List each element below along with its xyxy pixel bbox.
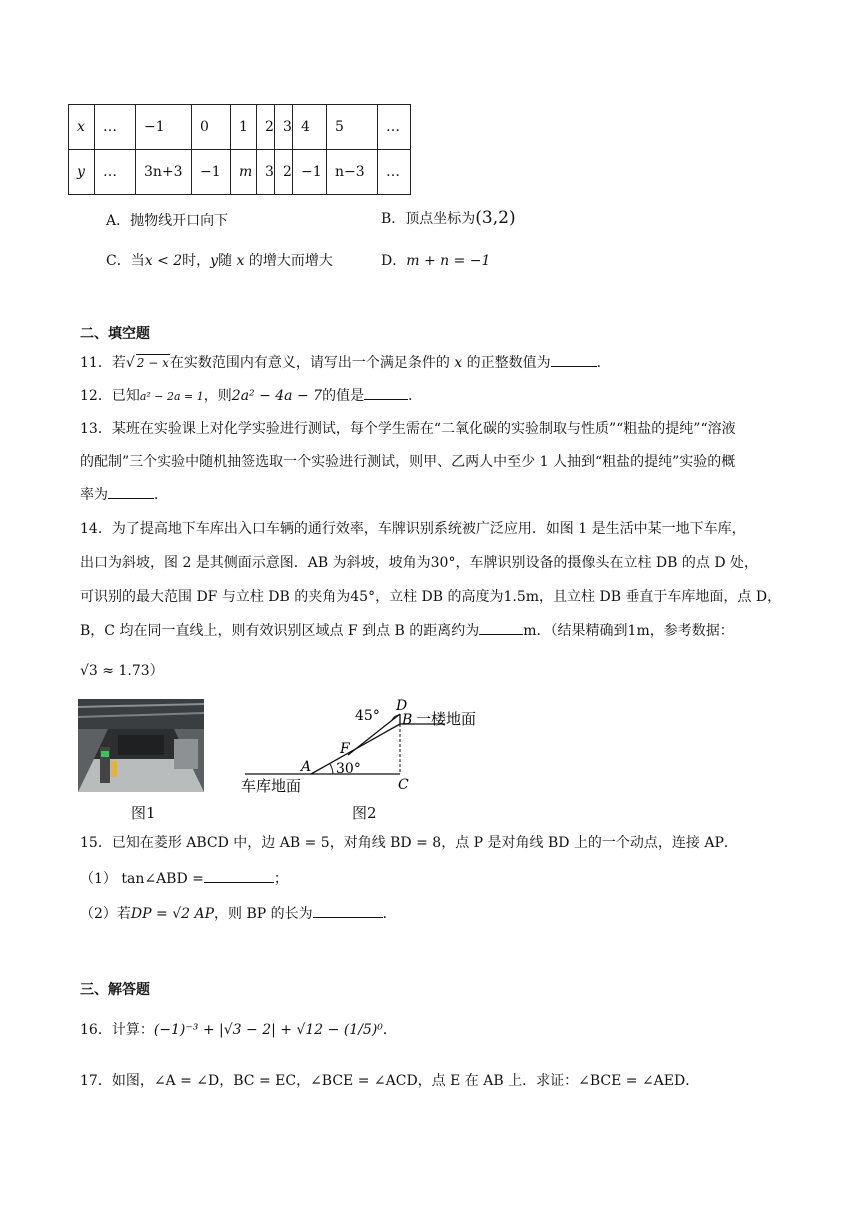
table-cell: 3 xyxy=(275,105,293,150)
q12-post: 的值是 xyxy=(322,388,365,404)
question-13-line-2: 的配制”三个实验中随机抽签选取一个实验进行测试，则甲、乙两人中至少 1 人抽到“粗盐的提纯”实验的概 xyxy=(80,454,736,470)
option-c-y: y xyxy=(210,253,219,269)
q12-condition: a² − 2a = 1 xyxy=(139,390,204,403)
q12-mid: ，则 xyxy=(203,388,232,404)
table-row-x xyxy=(69,105,411,150)
q16-pre: 16．计算： xyxy=(80,1022,154,1038)
option-c-math: x < 2 xyxy=(144,253,183,269)
option-c xyxy=(106,250,333,270)
answer-blank[interactable] xyxy=(364,385,408,400)
label-a: A xyxy=(301,759,312,775)
table-cell: … xyxy=(95,150,136,195)
garage-photo-drawing xyxy=(78,699,204,792)
question-14-line-3: 可识别的最大范围 DF 与立柱 DB 的夹角为45°，立柱 DB 的高度为1.5m，且立柱 DB 垂直于车库地面，点 D， xyxy=(80,589,782,605)
q12-pre: 12．已知 xyxy=(80,388,140,404)
question-16 xyxy=(80,1019,397,1041)
table-cell: 2 xyxy=(275,150,293,195)
option-a xyxy=(106,210,228,230)
q15-part2-math: DP = √2 AP xyxy=(130,906,215,922)
q15-part2-end: ． xyxy=(382,906,397,922)
question-15-part-2 xyxy=(80,903,397,925)
table-cell: … xyxy=(378,150,411,195)
q15-part2-mid: ，则 BP 的长为 xyxy=(214,906,313,922)
table-cell: −1 xyxy=(293,150,327,195)
table-cell: … xyxy=(95,105,136,150)
q11-pre: 11．若 xyxy=(80,355,126,371)
q14-line4: B，C 均在同一直线上，则有效识别区域点 F 到点 B 的距离约为 xyxy=(80,623,480,639)
table-cell: n−3 xyxy=(327,150,378,195)
option-b-math: (3,2) xyxy=(475,208,516,228)
question-14-line-2: 出口为斜坡，图 2 是其侧面示意图．AB 为斜坡，坡角为30°，车牌识别设备的摄像头在立柱 DB 的点 D 处， xyxy=(80,555,759,571)
label-c: C xyxy=(398,777,409,793)
answer-blank[interactable] xyxy=(108,484,154,499)
answer-blank[interactable] xyxy=(313,903,383,918)
q11-post: 在实数范围内有意义，请写出一个满足条件的 xyxy=(169,355,450,371)
option-b-text: B．顶点坐标为 xyxy=(381,211,476,227)
label-angle-30: 30° xyxy=(336,761,361,777)
table-cell: 1 xyxy=(231,105,257,150)
table-cell: 4 xyxy=(293,105,327,150)
question-14-line-5: √3 ≈ 1.73） xyxy=(80,663,164,679)
label-d: D xyxy=(396,698,408,714)
q11-post2: 的正整数值为 xyxy=(466,355,551,371)
table-cell: m xyxy=(231,150,257,195)
q11-var: x xyxy=(454,355,463,371)
q16-expression: (−1)⁻³ + |√3 − 2| + √12 − (1/5)⁰ xyxy=(153,1022,383,1038)
section-title-solutions: 三、解答题 xyxy=(80,982,150,998)
answer-blank[interactable] xyxy=(204,868,274,883)
table-cell: 0 xyxy=(192,105,231,150)
table-cell: x xyxy=(69,105,95,150)
option-c-suffix: 时， xyxy=(182,253,211,269)
table-cell: 3n+3 xyxy=(136,150,192,195)
question-13-line-3 xyxy=(80,484,168,506)
table-row-y xyxy=(69,150,411,195)
table-cell: y xyxy=(69,150,95,195)
option-c-mid: 随 xyxy=(218,253,233,269)
question-15-part-1 xyxy=(80,868,288,890)
garage-exit-photo xyxy=(78,699,204,792)
option-b xyxy=(381,208,516,228)
label-f: F xyxy=(340,741,350,757)
label-angle-45: 45° xyxy=(355,708,380,724)
option-d-label: D． xyxy=(381,253,407,269)
section-title-fill-in: 二、填空题 xyxy=(80,326,150,342)
question-17: 17．如图，∠A = ∠D，BC = EC，∠BCE = ∠ACD，点 E 在 AB 上．求证：∠BCE = ∠AED． xyxy=(80,1073,700,1089)
question-14-line-4 xyxy=(80,620,734,642)
question-15-line-1: 15．已知在菱形 ABCD 中，边 AB = 5，对角线 BD = 8，点 P 是对角线 BD 上的一个动点，连接 AP． xyxy=(80,835,738,851)
option-c-prefix: C．当 xyxy=(106,253,145,269)
figure-1-label: 图1 xyxy=(131,804,156,822)
question-13-line-1: 13．某班在实验课上对化学实验进行测试，每个学生需在“二氧化碳的实验制取与性质”“粗盐的提纯”“溶液 xyxy=(80,421,736,437)
table-cell: 2 xyxy=(257,105,275,150)
table-cell: −1 xyxy=(136,105,192,150)
table-cell: −1 xyxy=(192,150,231,195)
label-b: B xyxy=(402,712,413,728)
slope-diagram xyxy=(235,692,495,797)
figure-2-label: 图2 xyxy=(352,804,377,822)
q13-end: ． xyxy=(154,487,168,503)
answer-blank[interactable] xyxy=(479,620,523,635)
option-d xyxy=(381,250,490,270)
option-c-x: x xyxy=(236,253,245,269)
angle-30-arc xyxy=(330,764,333,774)
table-cell: 3 xyxy=(257,150,275,195)
answer-blank[interactable] xyxy=(551,352,597,367)
q15-part1: （1） tan∠ABD = xyxy=(80,871,204,887)
option-a-text: A．抛物线开口向下 xyxy=(106,213,229,229)
question-12 xyxy=(80,385,422,408)
q11-end: ． xyxy=(596,355,611,371)
option-c-end: 的增大而增大 xyxy=(248,253,333,269)
q15-part1-end: ； xyxy=(273,871,288,887)
xy-value-table xyxy=(68,104,411,195)
q12-end: ． xyxy=(408,388,423,404)
table-cell: … xyxy=(378,105,411,150)
q13-line3: 率为 xyxy=(80,487,108,503)
label-garage-floor: 车库地面 xyxy=(241,777,302,795)
q11-radicand: 2 − x xyxy=(136,356,169,370)
question-11: 11．若√ 2 − x在实数范围内有意义，请写出一个满足条件的 x 的正整数值为 ． xyxy=(80,352,611,374)
q16-end: ． xyxy=(382,1022,397,1038)
option-d-math: m + n = −1 xyxy=(406,253,491,269)
table-cell: 5 xyxy=(327,105,378,150)
q12-expression: 2a² − 4a − 7 xyxy=(231,388,323,404)
question-14-line-1: 14．为了提高地下车库出入口车辆的通行效率，车牌识别系统被广泛应用．如图 1 是生活中某一地下车库， xyxy=(80,521,746,537)
q14-line4-end: m．（结果精确到1m，参考数据： xyxy=(523,623,734,639)
label-ground-floor: 一楼地面 xyxy=(416,710,477,728)
q15-part2-pre: （2）若 xyxy=(80,906,131,922)
